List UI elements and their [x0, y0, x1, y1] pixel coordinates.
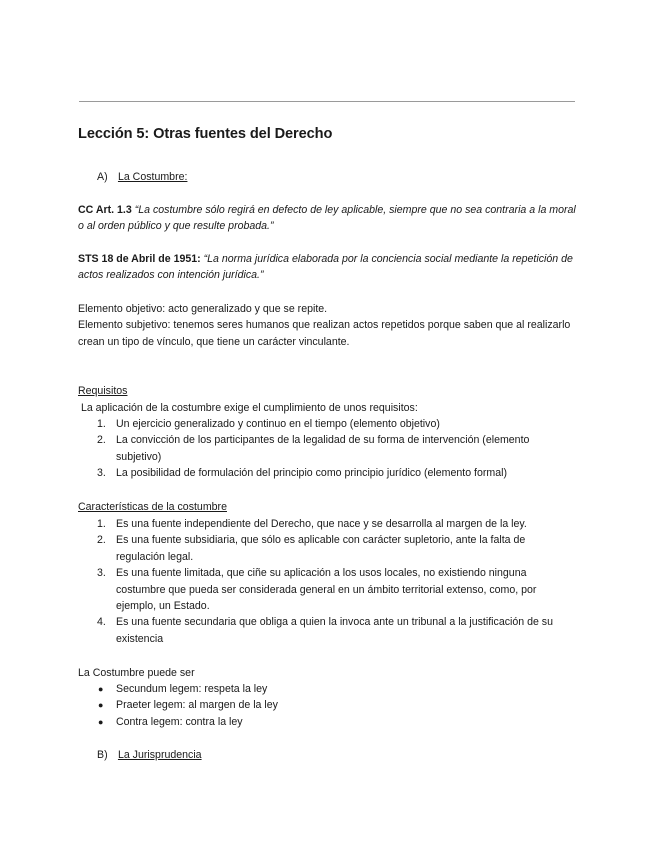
- bullet-icon: ●: [98, 716, 104, 727]
- section-a-title: La Costumbre:: [117, 171, 188, 183]
- requisitos-intro: La aplicación de la costumbre exige el cumplimiento de unos requisitos:: [78, 402, 418, 414]
- list-item: 2. Es una fuente subsidiaria, que sólo es aplicable con carácter supletorio, ante la falta de regulación legal.: [97, 534, 526, 563]
- section-a-heading: [97, 169, 187, 185]
- cc-article-quote: “La costumbre sólo regirá en defecto de ley aplicable, siempre que no sea contraria a la moral o al orden público y que resulte probada.”: [78, 204, 576, 233]
- section-b-heading: [97, 747, 202, 763]
- bullet-icon: ●: [98, 684, 104, 694]
- list-item: ● Contra legem: contra la ley: [97, 714, 567, 730]
- sts-ref: STS 18 de Abril de 1951:: [78, 253, 201, 265]
- elemento-subjetivo: Elemento subjetivo: tenemos seres humanos que realizan actos repetidos porque saben que al realizarlo crean un tipo de vínculo, que tiene un carácter vinculante.: [78, 319, 571, 348]
- requisitos-heading-text: Requisitos: [78, 385, 128, 397]
- list-item: 1. Es una fuente independiente del Derecho, que nace y se desarrolla al margen de la ley.: [97, 518, 527, 530]
- elementos-block: [78, 301, 583, 350]
- list-item: 4. Es una fuente secundaria que obliga a quien la invoca ante un tribunal a la justificación de su existencia: [97, 616, 553, 645]
- requisitos-list: [97, 416, 567, 482]
- tipos-list: [97, 681, 567, 730]
- list-item: 3. La posibilidad de formulación del principio como principio jurídico (elemento formal): [97, 467, 507, 480]
- requisitos-heading: [78, 383, 583, 399]
- caracteristicas-list: [97, 516, 567, 647]
- list-item: ● Secundum legem: respeta la ley: [97, 681, 567, 697]
- list-item: ● Praeter legem: al margen de la ley: [97, 697, 567, 713]
- caracteristicas-heading: [78, 499, 583, 515]
- tipos-intro: La Costumbre puede ser: [78, 667, 195, 679]
- section-b-letter: B): [97, 749, 108, 761]
- page-title: Lección 5: Otras fuentes del Derecho: [78, 126, 333, 142]
- section-a-letter: A): [97, 171, 108, 183]
- cc-article-ref: CC Art. 1.3: [78, 204, 132, 216]
- sts-quote: “La norma jurídica elaborada por la conciencia social mediante la repetición de actos realizados con intención jurídica.”: [78, 253, 573, 282]
- bullet-icon: ●: [98, 700, 104, 711]
- list-item: 2. La convicción de los participantes de la legalidad de su forma de intervención (elemento subjetivo): [97, 434, 530, 463]
- list-item: 1. Un ejercicio generalizado y continuo en el tiempo (elemento objetivo): [97, 418, 440, 430]
- elemento-objetivo: Elemento objetivo: acto generalizado y que se repite.: [78, 303, 328, 315]
- header-divider: [79, 101, 575, 102]
- sts-paragraph: [78, 251, 583, 284]
- list-item: 3. Es una fuente limitada, que ciñe su aplicación a los usos locales, no existiendo ninguna costumbre que pueda ser considerada general en un ámbito territorial extenso, como, por ejemplo, un Estado.: [97, 567, 537, 613]
- cc-article-paragraph: [78, 202, 583, 235]
- caracteristicas-heading-text: Características de la costumbre: [78, 501, 227, 513]
- section-b-title: La Jurisprudencia: [117, 749, 202, 761]
